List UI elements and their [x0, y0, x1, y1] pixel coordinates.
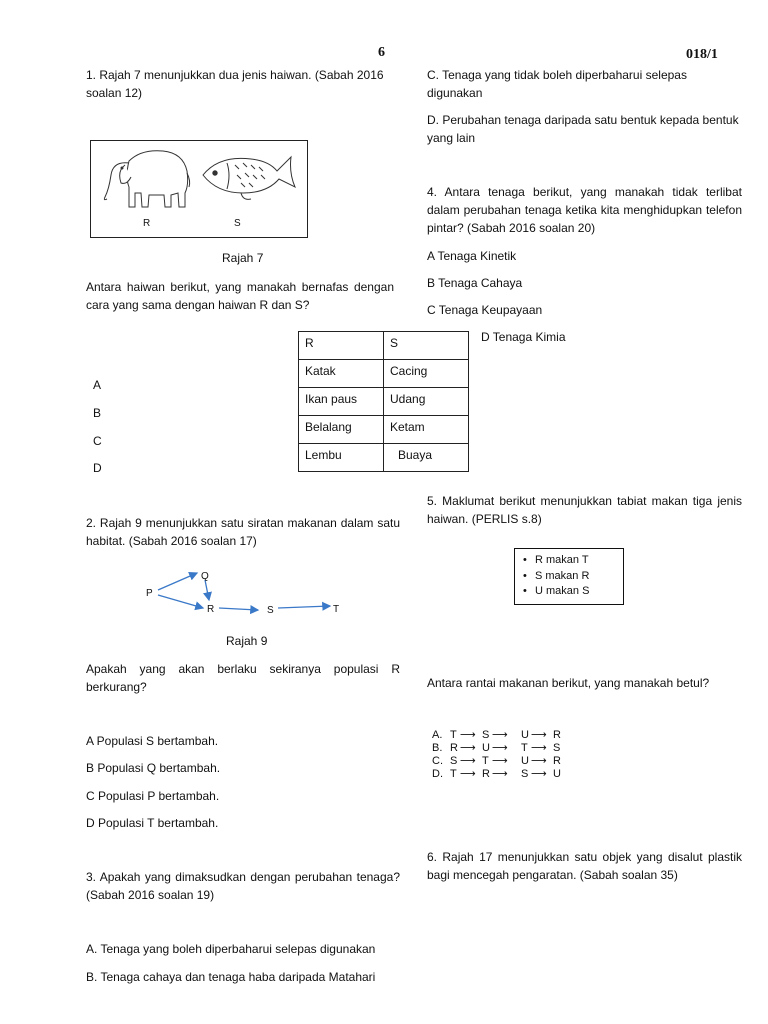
q2-option-a[interactable]: A Populasi S bertambah. [86, 734, 219, 748]
chain-node: U [482, 742, 490, 754]
elephant-icon [104, 151, 189, 207]
food-web-node-p: P [146, 588, 153, 599]
chain-letter: A. [432, 729, 443, 741]
q3-option-b[interactable]: B. Tenaga cahaya dan tenaga haba daripada Matahari [86, 970, 376, 984]
q1-table [298, 331, 469, 472]
table-row [299, 444, 469, 472]
chain-node: U [521, 729, 529, 741]
list-item: • U makan S [523, 585, 590, 597]
table-row [299, 388, 469, 416]
food-web-node-r: R [207, 604, 215, 615]
table-cell: Cacing [384, 360, 469, 388]
q6-text: 6. Rajah 17 menunjukkan satu objek yang disalut plastik bagi mencegah pengaratan. (Sabah soalan 35) [427, 850, 742, 882]
q4-option-a[interactable]: A Tenaga Kinetik [427, 249, 517, 263]
q5-info-box [514, 548, 624, 605]
arrow-right-icon: ⟶ [460, 742, 476, 754]
table-cell: Katak [299, 360, 384, 388]
arrow-right-icon: ⟶ [531, 742, 547, 754]
figure-caption-rajah-9: Rajah 9 [226, 634, 268, 648]
q1-option-b[interactable]: B [93, 406, 102, 420]
q4-option-d[interactable]: D Tenaga Kimia [481, 330, 566, 344]
chain-node: T [521, 742, 528, 754]
chain-node: U [553, 768, 561, 780]
list-item: • S makan R [523, 569, 590, 582]
paper-code: 018/1 [686, 47, 718, 62]
chain-node: S [482, 729, 490, 741]
chain-option-c[interactable] [432, 755, 572, 768]
arrow-right-icon: ⟶ [460, 729, 476, 741]
q1-option-d[interactable]: D [93, 461, 102, 475]
chain-letter: C. [432, 755, 443, 767]
info-text: S makan R [535, 569, 590, 582]
chain-node: T [450, 768, 457, 780]
table-cell: Buaya [384, 444, 469, 472]
arrow-right-icon: ⟶ [531, 768, 547, 780]
table-row [299, 416, 469, 444]
figure-caption-rajah-7: Rajah 7 [222, 251, 264, 265]
chain-node: R [450, 742, 458, 754]
table-cell: Ketam [384, 416, 469, 444]
chain-node: U [521, 755, 529, 767]
q5-chain-options [432, 729, 572, 781]
info-text: R makan T [535, 554, 589, 566]
chain-node: S [450, 755, 458, 767]
q2-option-b[interactable]: B Populasi Q bertambah. [86, 761, 221, 775]
arrow-right-icon: ⟶ [460, 755, 476, 767]
chain-node: R [553, 729, 561, 741]
chain-option-a[interactable] [432, 729, 572, 742]
q1-option-a[interactable]: A [93, 378, 102, 392]
q5-text: 5. Maklumat berikut menunjukkan tabiat makan tiga jenis haiwan. (PERLIS s.8) [427, 494, 742, 526]
q1-text: 1. Rajah 7 menunjukkan dua jenis haiwan. (Sabah 2016 soalan 12) [86, 68, 384, 100]
arrow-right-icon: ⟶ [531, 755, 547, 767]
figure-label-r: R [143, 218, 151, 229]
chain-letter: B. [432, 742, 443, 754]
q3-option-c[interactable]: C. Tenaga yang tidak boleh diperbaharui selepas digunakan [427, 68, 687, 100]
food-web-node-t: T [333, 604, 340, 615]
q2-question: Apakah yang akan berlaku sekiranya populasi R berkurang? [86, 662, 400, 694]
page-number: 6 [378, 45, 385, 60]
q4-option-b[interactable]: B Tenaga Cahaya [427, 276, 523, 290]
list-item: • R makan T [523, 554, 589, 566]
q3-option-a[interactable]: A. Tenaga yang boleh diperbaharui selepas digunakan [86, 942, 376, 956]
table-row [299, 360, 469, 388]
q2-option-d[interactable]: D Populasi T bertambah. [86, 816, 219, 830]
arrow-right-icon: ⟶ [492, 742, 508, 754]
table-cell: Lembu [299, 444, 384, 472]
arrow-right-icon: ⟶ [460, 768, 476, 780]
q5-question: Antara rantai makanan berikut, yang manakah betul? [427, 676, 710, 690]
arrow-right-icon: ⟶ [531, 729, 547, 741]
q2-text: 2. Rajah 9 menunjukkan satu siratan makanan dalam satu habitat. (Sabah 2016 soalan 17) [86, 516, 400, 548]
table-header-r: R [299, 332, 384, 360]
food-web-node-s: S [267, 605, 274, 616]
figure-rajah-7 [90, 140, 308, 238]
food-web-node-q: Q [201, 571, 209, 582]
q4-option-c[interactable]: C Tenaga Keupayaan [427, 303, 543, 317]
table-row [299, 332, 469, 360]
chain-node: T [450, 729, 457, 741]
table-cell: Belalang [299, 416, 384, 444]
fish-icon [203, 157, 295, 199]
table-cell: Udang [384, 388, 469, 416]
chain-option-d[interactable] [432, 768, 572, 781]
chain-node: S [521, 768, 529, 780]
table-header-s: S [384, 332, 469, 360]
food-web-rajah-9 [140, 562, 360, 622]
figure-label-s: S [234, 218, 241, 229]
q3-option-d[interactable]: D. Perubahan tenaga daripada satu bentuk kepada bentuk yang lain [427, 113, 739, 145]
elephant-and-fish-drawing [91, 141, 307, 237]
q1-option-c[interactable]: C [93, 434, 102, 448]
arrow-right-icon: ⟶ [492, 755, 508, 767]
info-text: U makan S [535, 585, 590, 597]
chain-node: T [482, 755, 489, 767]
chain-node: S [553, 742, 561, 754]
chain-node: R [482, 768, 490, 780]
q3-text: 3. Apakah yang dimaksudkan dengan perubahan tenaga?(Sabah 2016 soalan 19) [86, 870, 400, 902]
chain-option-b[interactable] [432, 742, 572, 755]
table-cell: Ikan paus [299, 388, 384, 416]
arrow-right-icon: ⟶ [492, 768, 508, 780]
q1-question: Antara haiwan berikut, yang manakah bernafas dengan cara yang sama dengan haiwan R dan S? [86, 280, 394, 312]
arrow-right-icon: ⟶ [492, 729, 508, 741]
q4-text: 4. Antara tenaga berikut, yang manakah tidak terlibat dalam perubahan tenaga ketika kita menghidupkan telefon pintar? (Sabah 2016 soalan 20) [427, 185, 742, 235]
chain-letter: D. [432, 768, 443, 780]
q2-option-c[interactable]: C Populasi P bertambah. [86, 789, 220, 803]
chain-node: R [553, 755, 561, 767]
food-web-arrows [140, 562, 360, 622]
